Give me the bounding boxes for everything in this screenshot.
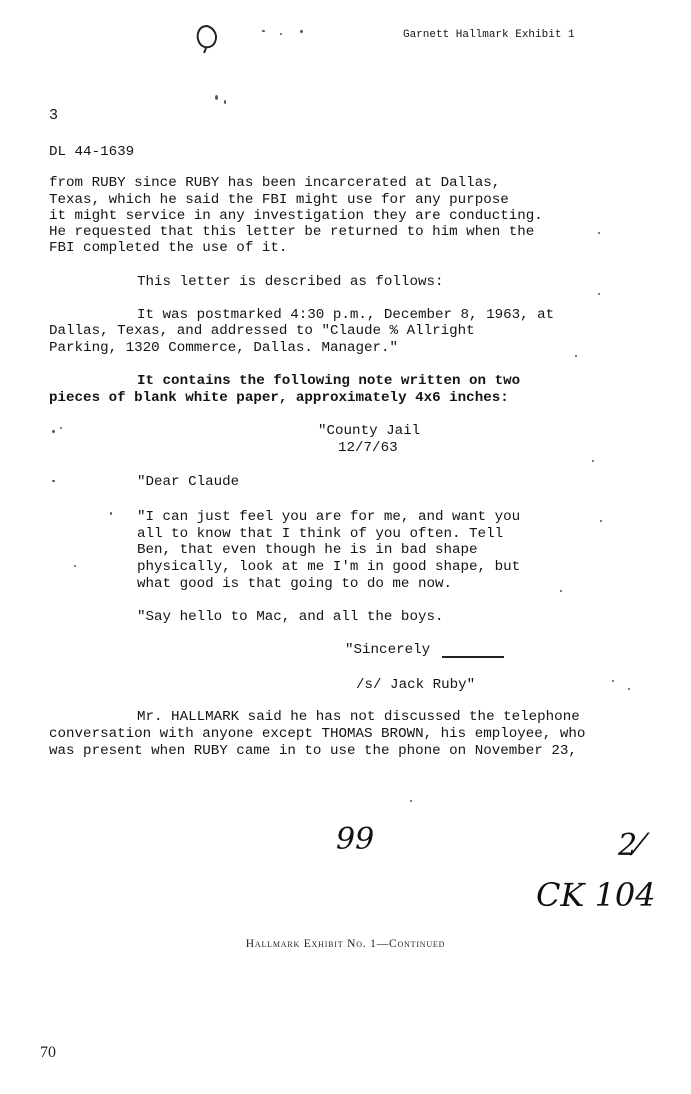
para3-line1: It was postmarked 4:30 p.m., December 8, 1963, at bbox=[137, 307, 555, 323]
para4-line2: pieces of blank white paper, approximately 4x6 inches: bbox=[49, 390, 509, 406]
para3-line3: Parking, 1320 Commerce, Dallas. Manager." bbox=[49, 340, 399, 356]
letter-date: 12/7/63 bbox=[338, 440, 398, 456]
para3-line2: Dallas, Texas, and addressed to "Claude % Allright bbox=[49, 323, 475, 339]
para2: This letter is described as follows: bbox=[137, 274, 444, 290]
para1-line4: He requested that this letter be returned to him when the bbox=[49, 224, 535, 240]
exhibit-caption: Hallmark Exhibit No. 1—Continued bbox=[245, 938, 446, 950]
para1-line1: from RUBY since RUBY has been incarcerated at Dallas, bbox=[49, 175, 501, 191]
para5-line2: conversation with anyone except THOMAS BROWN, his employee, who bbox=[49, 726, 586, 742]
letter-closing: "Say hello to Mac, and all the boys. bbox=[137, 609, 444, 625]
letter-body-line5: what good is that going to do me now. bbox=[137, 576, 453, 592]
letter-body-line3: Ben, that even though he is in bad shape bbox=[137, 542, 478, 558]
handwritten-number: 99 bbox=[336, 822, 375, 857]
file-number: DL 44-1639 bbox=[49, 144, 135, 160]
exhibit-label: Garnett Hallmark Exhibit 1 bbox=[403, 29, 575, 41]
para1-line3: it might service in any investigation they are conducting. bbox=[49, 208, 543, 224]
letter-salutation: "Dear Claude bbox=[137, 474, 240, 490]
letter-body-line1: "I can just feel you are for me, and want you bbox=[137, 509, 521, 525]
letter-place: "County Jail bbox=[318, 423, 421, 439]
ink-loop-mark bbox=[192, 22, 222, 54]
letter-body-line2: all to know that I think of you often. Tell bbox=[137, 526, 504, 542]
letter-body-line4: physically, look at me I'm in good shape, but bbox=[137, 559, 521, 575]
para1-line2: Texas, which he said the FBI might use for any purpose bbox=[49, 192, 509, 208]
page-marker: 3 bbox=[49, 107, 59, 124]
handwritten-code: CK 104 bbox=[536, 876, 656, 914]
para5-line3: was present when RUBY came in to use the phone on November 23, bbox=[49, 743, 577, 759]
para1-line5: FBI completed the use of it. bbox=[49, 240, 288, 256]
handwritten-mark: 2⁄ bbox=[618, 828, 643, 863]
letter-signature: /s/ Jack Ruby" bbox=[356, 677, 476, 693]
para5-line1: Mr. HALLMARK said he has not discussed the telephone bbox=[137, 709, 580, 725]
signature-blank bbox=[442, 656, 504, 658]
letter-sign-off: "Sincerely bbox=[345, 642, 431, 658]
page-number: 70 bbox=[40, 1044, 56, 1061]
para4-line1: It contains the following note written on two bbox=[137, 373, 521, 389]
